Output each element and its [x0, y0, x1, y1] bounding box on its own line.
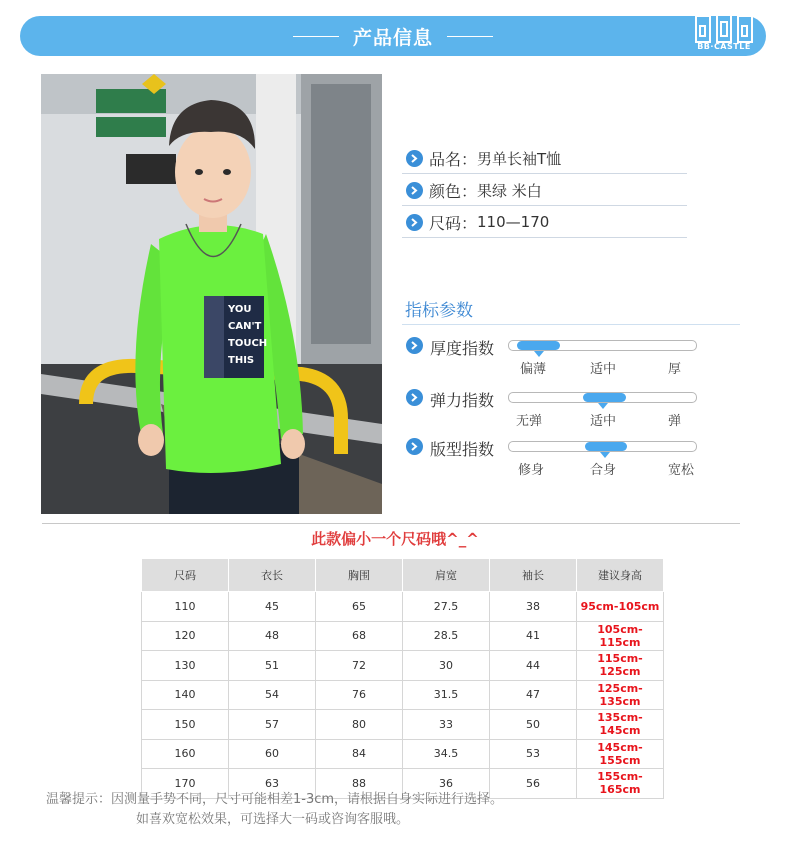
table-cell: 36 — [403, 769, 490, 799]
thickness-level — [517, 341, 560, 350]
info-label: 颜色： — [429, 181, 478, 201]
recommended-height: 155cm-165cm — [577, 769, 664, 799]
metric-label-fit: 版型指数 — [430, 440, 495, 459]
scale-tick: 修身 — [518, 463, 545, 478]
table-cell: 140 — [142, 680, 229, 710]
info-label: 尺码： — [429, 213, 478, 233]
indicators-title: 指标参数 — [405, 301, 473, 321]
chevron-right-icon — [406, 150, 423, 167]
table-cell: 130 — [142, 651, 229, 681]
info-label: 品名： — [429, 149, 478, 169]
info-row-size — [402, 207, 687, 238]
table-cell: 27.5 — [403, 592, 490, 622]
section-divider — [42, 523, 740, 524]
table-cell: 28.5 — [403, 621, 490, 651]
scale-tick: 适中 — [590, 362, 617, 377]
recommended-height: 145cm-155cm — [577, 739, 664, 769]
table-cell: 30 — [403, 651, 490, 681]
indicators-rule — [402, 324, 740, 325]
shirt-print-line: THIS — [228, 355, 255, 366]
table-cell: 33 — [403, 710, 490, 740]
scale-tick: 厚 — [668, 362, 682, 377]
table-cell: 120 — [142, 621, 229, 651]
fit-pointer — [600, 452, 610, 458]
chevron-right-icon — [406, 389, 423, 406]
recommended-height: 95cm-105cm — [577, 592, 664, 622]
table-cell: 50 — [490, 710, 577, 740]
tips-line-1 — [46, 790, 503, 810]
chevron-right-icon — [406, 438, 423, 455]
header-bar — [20, 16, 766, 56]
info-value: 110—170 — [477, 213, 550, 231]
table-cell: 63 — [229, 769, 316, 799]
boy-in-green-shirt-image — [41, 74, 382, 514]
size-table-header — [142, 559, 664, 592]
product-photo — [41, 74, 382, 514]
table-cell: 47 — [490, 680, 577, 710]
table-cell: 34.5 — [403, 739, 490, 769]
column-header: 袖长 — [490, 559, 577, 592]
column-header: 建议身高 — [577, 559, 664, 592]
table-cell: 44 — [490, 651, 577, 681]
table-cell: 170 — [142, 769, 229, 799]
metric-label-thickness: 厚度指数 — [430, 339, 495, 358]
table-cell: 72 — [316, 651, 403, 681]
tips-text: 因测量手势不同，尺寸可能相差1-3cm，请根据自身实际进行选择。 — [111, 792, 504, 807]
table-cell: 57 — [229, 710, 316, 740]
header-title-wrap — [20, 16, 766, 56]
column-header: 衣长 — [229, 559, 316, 592]
table-cell: 45 — [229, 592, 316, 622]
table-cell: 65 — [316, 592, 403, 622]
header-left-line — [293, 36, 339, 37]
fit-level — [585, 442, 627, 451]
header-title: 产品信息 — [352, 26, 433, 49]
table-cell: 80 — [316, 710, 403, 740]
recommended-height: 125cm-135cm — [577, 680, 664, 710]
table-cell: 160 — [142, 739, 229, 769]
info-value: 果绿 米白 — [477, 181, 542, 200]
tips — [46, 790, 503, 830]
column-header: 尺码 — [142, 559, 229, 592]
metric-label-elasticity: 弹力指数 — [430, 391, 495, 410]
shirt-print — [228, 301, 276, 369]
scale-tick: 适中 — [590, 414, 617, 429]
table-cell: 41 — [490, 621, 577, 651]
table-cell: 84 — [316, 739, 403, 769]
table-cell: 150 — [142, 710, 229, 740]
table-cell: 110 — [142, 592, 229, 622]
tips-label: 温馨提示： — [46, 792, 112, 807]
shirt-print-line: CAN'T — [228, 321, 262, 332]
table-cell: 60 — [229, 739, 316, 769]
table-row — [142, 621, 664, 651]
size-notice: 此款偏小一个尺码哦^_^ — [311, 530, 479, 548]
table-cell: 68 — [316, 621, 403, 651]
info-row-name — [402, 143, 687, 174]
shirt-print-line: YOU — [228, 304, 252, 315]
elasticity-pointer — [598, 403, 608, 409]
brand-text: BB·CASTLE — [697, 42, 751, 51]
table-row — [142, 710, 664, 740]
scale-tick: 弹 — [668, 414, 682, 429]
recommended-height: 105cm-115cm — [577, 621, 664, 651]
table-cell: 31.5 — [403, 680, 490, 710]
size-table — [141, 558, 664, 799]
table-cell: 51 — [229, 651, 316, 681]
brand-logo — [690, 2, 758, 54]
chevron-right-icon — [406, 337, 423, 354]
elasticity-level — [583, 393, 626, 402]
info-value: 男单长袖T恤 — [477, 149, 562, 168]
table-cell: 54 — [229, 680, 316, 710]
thickness-pointer — [534, 351, 544, 357]
column-header: 胸围 — [316, 559, 403, 592]
table-cell: 76 — [316, 680, 403, 710]
table-cell: 56 — [490, 769, 577, 799]
table-row — [142, 651, 664, 681]
table-cell: 48 — [229, 621, 316, 651]
scale-tick: 无弹 — [516, 414, 543, 429]
header-right-line — [447, 36, 493, 37]
scale-tick: 宽松 — [668, 463, 695, 478]
recommended-height: 135cm-145cm — [577, 710, 664, 740]
scale-tick: 合身 — [590, 463, 617, 478]
table-row — [142, 680, 664, 710]
info-row-color — [402, 175, 687, 206]
table-cell: 53 — [490, 739, 577, 769]
scale-tick: 偏薄 — [520, 362, 547, 377]
table-row — [142, 739, 664, 769]
elasticity-scale — [508, 392, 697, 403]
fit-scale — [508, 441, 697, 452]
table-row — [142, 592, 664, 622]
recommended-height: 115cm-125cm — [577, 651, 664, 681]
shirt-print-line: TOUCH — [228, 338, 268, 349]
table-cell: 38 — [490, 592, 577, 622]
table-cell: 88 — [316, 769, 403, 799]
column-header: 肩宽 — [403, 559, 490, 592]
thickness-scale — [508, 340, 697, 351]
tips-line-2: 如喜欢宽松效果，可选择大一码或咨询客服哦。 — [136, 812, 410, 827]
chevron-right-icon — [406, 214, 423, 231]
chevron-right-icon — [406, 182, 423, 199]
castle-icon — [690, 2, 758, 44]
